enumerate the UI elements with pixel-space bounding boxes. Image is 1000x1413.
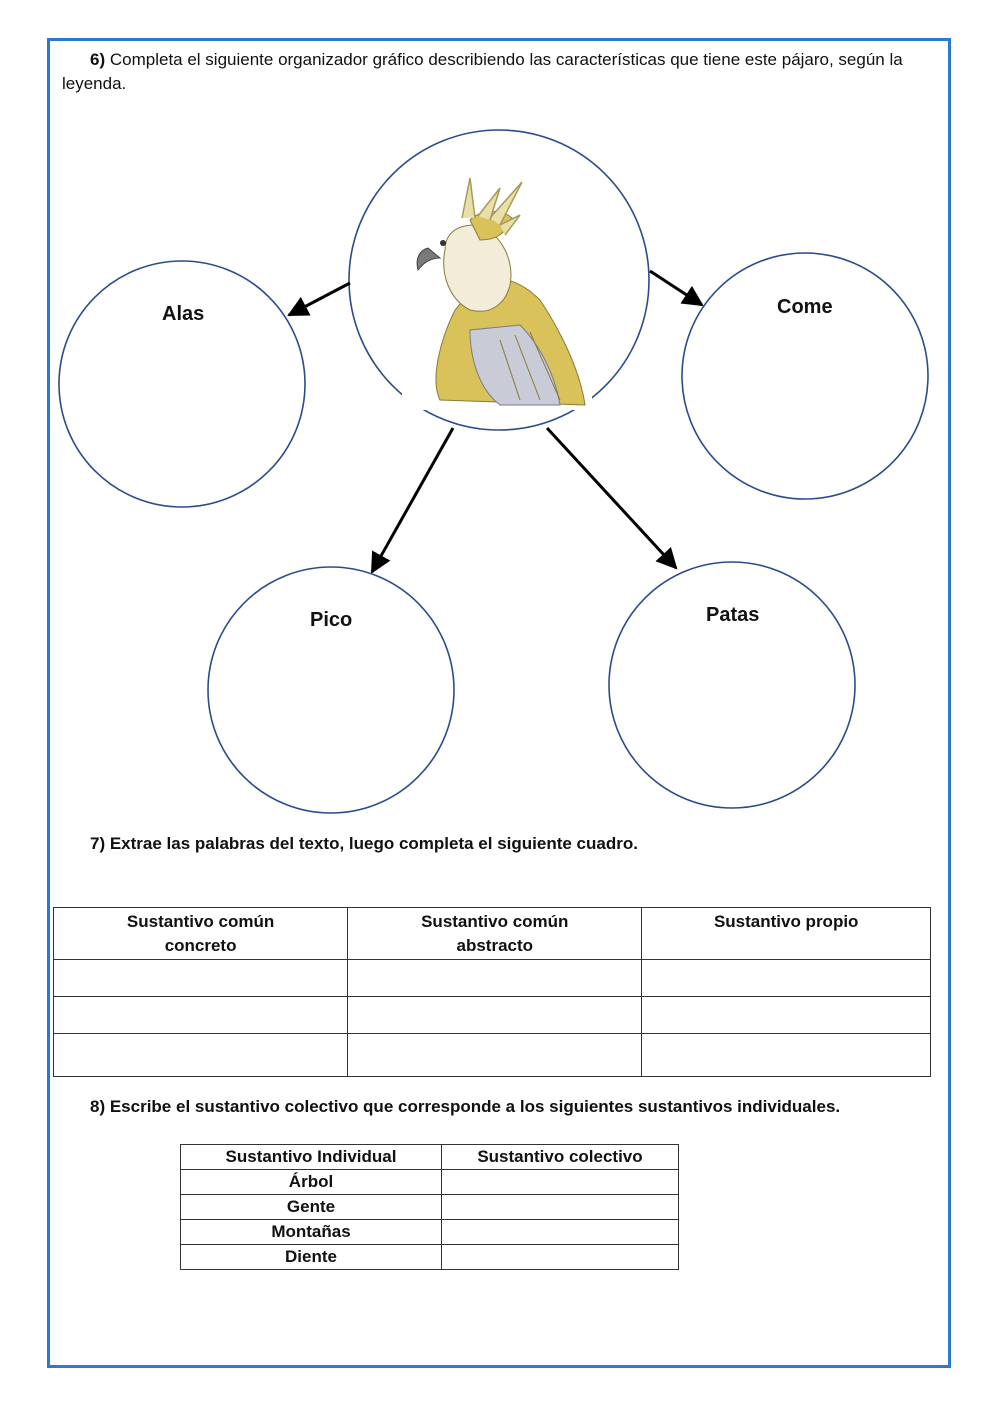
alas-circle (59, 261, 305, 507)
arrow-to-patas (547, 428, 676, 568)
arrow-to-alas (289, 283, 350, 315)
patas-circle (609, 562, 855, 808)
individual-word: Gente (181, 1195, 442, 1220)
arrow-to-pico (372, 428, 453, 572)
table-row (181, 1220, 679, 1245)
colectivos-table (180, 1144, 679, 1270)
table-row (54, 997, 931, 1034)
table-row (181, 1170, 679, 1195)
graphic-organizer (0, 100, 1000, 820)
answer-cell[interactable] (642, 997, 931, 1034)
question-8: 8) Escribe el sustantivo colectivo que corresponde a los siguientes sustantivos individuales. (90, 1097, 841, 1116)
answer-cell[interactable] (442, 1245, 679, 1270)
table-row (54, 960, 931, 997)
header-comun-abstracto (348, 908, 642, 960)
header-colectivo: Sustantivo colectivo (442, 1145, 679, 1170)
header-line: Sustantivo propio (713, 912, 859, 931)
pico-circle (208, 567, 454, 813)
question-6 (62, 48, 912, 96)
answer-cell[interactable] (442, 1195, 679, 1220)
header-line: Sustantivo común (421, 912, 569, 931)
come-label: Come (777, 296, 833, 318)
table-row (181, 1245, 679, 1270)
header-line: concreto (164, 936, 237, 955)
answer-cell[interactable] (348, 960, 642, 997)
answer-cell[interactable] (348, 1034, 642, 1077)
answer-cell[interactable] (642, 1034, 931, 1077)
q6-number: 6) (90, 50, 106, 69)
pico-label: Pico (310, 609, 353, 631)
answer-cell[interactable] (348, 997, 642, 1034)
header-line: Sustantivo común (126, 912, 275, 931)
q6-text: Completa el siguiente organizador gráfico describiendo las características que tiene este pájaro, según la leyenda. (62, 50, 903, 93)
answer-cell[interactable] (54, 1034, 348, 1077)
alas-label: Alas (162, 303, 205, 325)
header-propio (642, 908, 931, 960)
bird-illustration (402, 170, 592, 410)
table-row (181, 1195, 679, 1220)
header-individual: Sustantivo Individual (181, 1145, 442, 1170)
individual-word: Diente (181, 1245, 442, 1270)
answer-cell[interactable] (54, 960, 348, 997)
header-line: abstracto (456, 936, 534, 955)
answer-cell[interactable] (442, 1170, 679, 1195)
answer-cell[interactable] (642, 960, 931, 997)
come-circle (682, 253, 928, 499)
header-comun-concreto (54, 908, 348, 960)
individual-word: Árbol (181, 1170, 442, 1195)
answer-cell[interactable] (442, 1220, 679, 1245)
individual-word: Montañas (181, 1220, 442, 1245)
question-7: 7) Extrae las palabras del texto, luego completa el siguiente cuadro. (90, 834, 638, 853)
arrow-to-come (650, 271, 702, 305)
table-row (54, 1034, 931, 1077)
answer-cell[interactable] (54, 997, 348, 1034)
sustantivos-table (53, 907, 931, 1077)
patas-label: Patas (706, 604, 760, 626)
